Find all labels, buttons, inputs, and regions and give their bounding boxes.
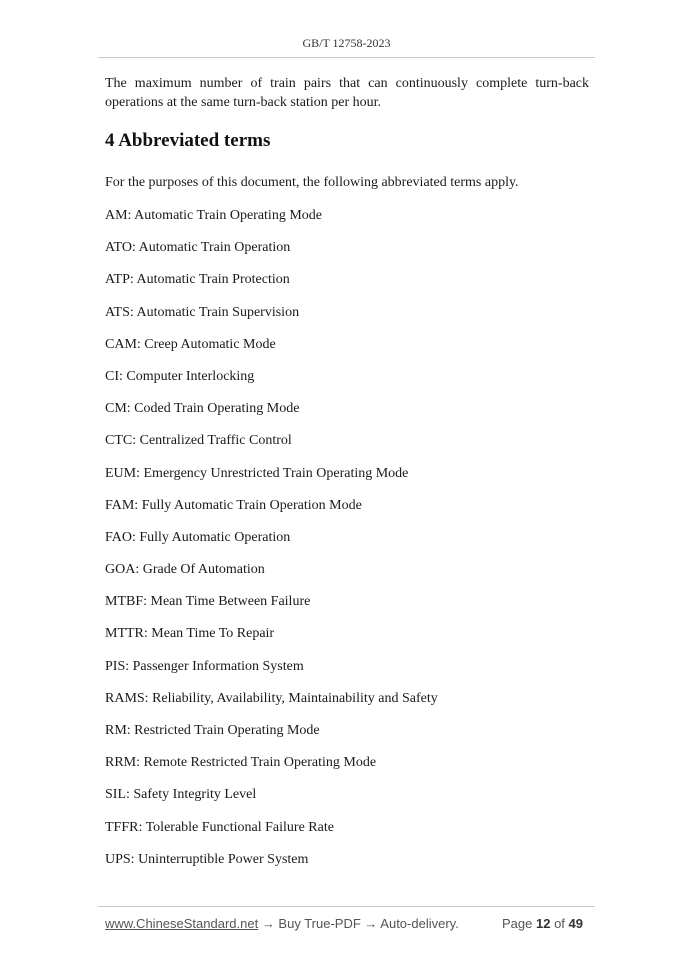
abbreviation-item: CI: Computer Interlocking: [105, 368, 255, 384]
abbreviation-item: GOA: Grade Of Automation: [105, 562, 265, 578]
page-label: Page: [501, 916, 533, 931]
abbreviation-item: RAMS: Reliability, Availability, Maintainability and Safety: [105, 690, 438, 706]
site-link[interactable]: www.ChineseStandard.net: [105, 916, 259, 931]
abbreviation-item: SIL: Safety Integrity Level: [105, 787, 257, 803]
footer: [105, 916, 583, 931]
intro-paragraph: [105, 74, 589, 112]
abbreviation-item: FAO: Fully Automatic Operation: [105, 529, 291, 545]
footer-divider: [98, 906, 595, 907]
page-current: 12: [535, 916, 551, 931]
intro-line-2: operations at the same turn-back station per hour.: [105, 95, 382, 110]
abbreviation-item: ATS: Automatic Train Supervision: [105, 304, 300, 320]
abbreviation-item: PIS: Passenger Information System: [105, 658, 304, 674]
abbreviation-item: ATO: Automatic Train Operation: [105, 240, 291, 256]
intro-line-1: The maximum number of train pairs that can continuously complete turn-back: [105, 76, 589, 91]
abbreviation-item: FAM: Fully Automatic Train Operation Mode: [105, 497, 362, 513]
abbreviation-item: CM: Coded Train Operating Mode: [105, 401, 300, 417]
page-of-label: of: [554, 916, 565, 931]
abbreviation-item: MTTR: Mean Time To Repair: [105, 626, 275, 642]
abbreviation-item: CAM: Creep Automatic Mode: [105, 336, 276, 352]
section-heading: 4 Abbreviated terms: [105, 130, 271, 151]
abbreviation-item: TFFR: Tolerable Functional Failure Rate: [105, 819, 334, 835]
header-doc-id: GB/T 12758-2023: [302, 36, 391, 50]
abbreviation-item: MTBF: Mean Time Between Failure: [105, 594, 311, 610]
footer-tagline: → Buy True-PDF → Auto-delivery.: [258, 916, 459, 931]
page-total: 49: [568, 916, 583, 931]
abbreviation-item: AM: Automatic Train Operating Mode: [105, 208, 322, 223]
abbreviation-item: RM: Restricted Train Operating Mode: [105, 723, 320, 738]
page-indicator: [502, 916, 583, 931]
abbreviation-item: CTC: Centralized Traffic Control: [105, 433, 292, 449]
section-lead-text: For the purposes of this document, the following abbreviated terms apply.: [105, 175, 519, 190]
abbreviation-item: UPS: Uninterruptible Power System: [105, 851, 309, 867]
abbreviation-item: ATP: Automatic Train Protection: [105, 272, 290, 288]
header-divider: [98, 57, 595, 58]
abbreviation-list: [105, 206, 438, 882]
abbreviation-item: EUM: Emergency Unrestricted Train Operating Mode: [105, 465, 409, 481]
abbreviation-item: RRM: Remote Restricted Train Operating Mode: [105, 755, 377, 771]
